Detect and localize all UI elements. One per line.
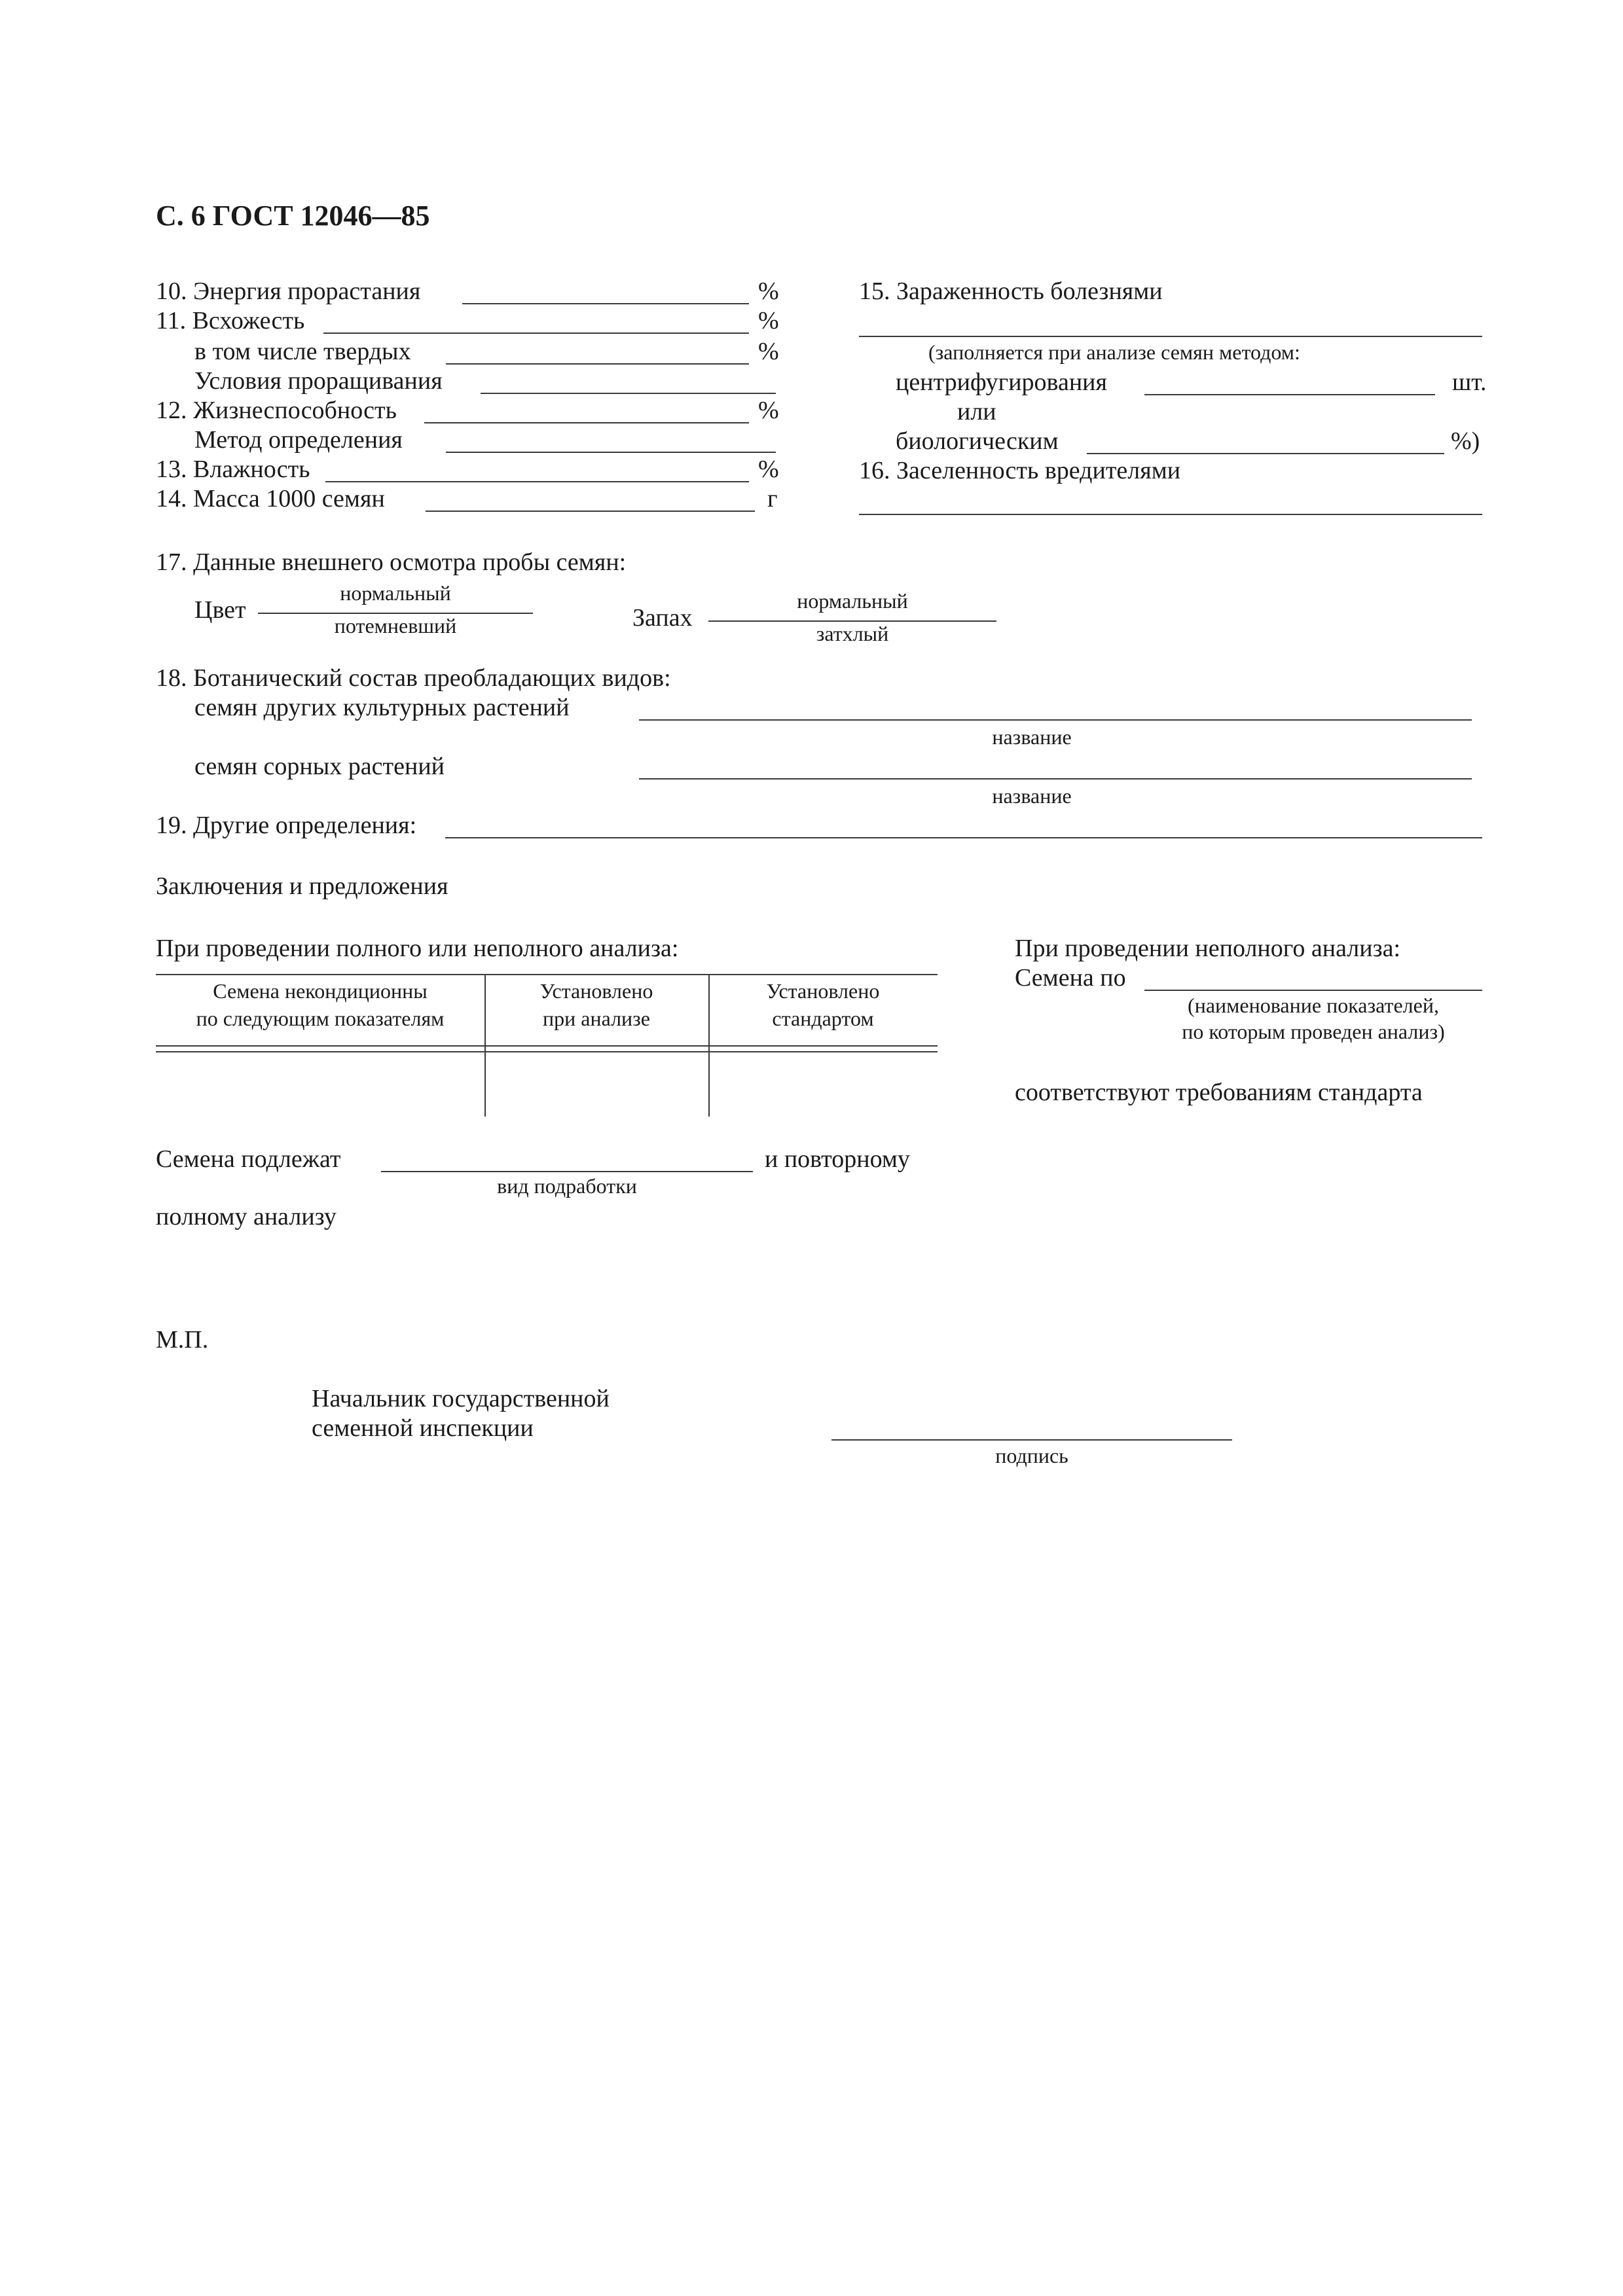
germ-energy-label: 10. Энергия прорастания — [156, 278, 421, 305]
percent-unit: % — [758, 456, 779, 483]
other-determinations-label: 19. Другие определения: — [156, 812, 417, 839]
table-intro: При проведении полного или неполного анализа: — [156, 935, 679, 962]
weed-seeds-field[interactable] — [639, 778, 1472, 780]
name-caption: название — [992, 725, 1072, 749]
repeat-analysis-label: и повторному — [765, 1145, 910, 1173]
method-field[interactable] — [446, 452, 776, 453]
color-normal-option[interactable]: нормальный — [340, 581, 451, 605]
col-header-substandard-2: по следующим показателям — [196, 1007, 445, 1030]
incomplete-intro: При проведении неполного анализа: — [1015, 935, 1401, 962]
moisture-field[interactable] — [325, 481, 749, 482]
col-header-standard-2: стандартом — [772, 1007, 874, 1030]
indicators-field[interactable] — [1144, 990, 1482, 991]
fill-note: (заполняется при анализе семян методом: — [928, 340, 1300, 364]
percent-unit: % — [758, 338, 779, 365]
disease-label: 15. Зараженность болезнями — [859, 278, 1163, 305]
viability-label: 12. Жизнеспособность — [156, 397, 397, 424]
disease-field[interactable] — [859, 336, 1482, 337]
pcs-unit: шт. — [1452, 368, 1487, 396]
pests-label: 16. Заселенность вредителями — [859, 457, 1181, 484]
signature-caption: подпись — [995, 1444, 1068, 1467]
color-darkened-option[interactable]: потемневший — [334, 614, 457, 637]
weed-seeds-label: семян сорных растений — [194, 753, 445, 780]
cultural-seeds-field[interactable] — [639, 719, 1472, 721]
col-header-analysis-1: Установлено — [539, 979, 653, 1003]
table-col-divider-1 — [484, 974, 486, 1117]
hard-seeds-label: в том числе твердых — [194, 338, 411, 365]
method-label: Метод определения — [194, 426, 403, 454]
name-caption: название — [992, 784, 1072, 808]
biological-label: биологическим — [896, 427, 1059, 455]
mass-label: 14. Масса 1000 семян — [156, 485, 385, 512]
gram-unit: г — [767, 485, 778, 512]
germ-energy-field[interactable] — [462, 303, 749, 304]
germ-conditions-label: Условия проращивания — [194, 367, 443, 395]
percent-unit: % — [758, 397, 779, 424]
stamp-label: М.П. — [156, 1326, 209, 1354]
conclusions-heading: Заключения и предложения — [156, 872, 448, 900]
inspection-heading: 17. Данные внешнего осмотра пробы семян: — [156, 548, 627, 576]
color-label: Цвет — [194, 596, 246, 624]
viability-field[interactable] — [424, 422, 749, 423]
germ-conditions-field[interactable] — [481, 393, 776, 394]
seeds-subject-label: Семена подлежат — [156, 1145, 341, 1173]
table-header-rule-1 — [156, 1045, 938, 1047]
comply-text: соответствуют требованиям стандарта — [1015, 1079, 1423, 1106]
moisture-label: 13. Влажность — [156, 456, 310, 483]
col-header-substandard-1: Семена некондиционны — [213, 979, 428, 1003]
smell-label: Запах — [632, 604, 693, 632]
indicators-caption-1: (наименование показателей, — [1188, 994, 1439, 1017]
smell-musty-option[interactable]: затхлый — [816, 622, 889, 645]
other-determinations-field[interactable] — [445, 837, 1482, 838]
col-header-analysis-2: при анализе — [543, 1007, 650, 1030]
table-header-rule-2 — [156, 1051, 938, 1052]
signature-field[interactable] — [831, 1439, 1232, 1441]
centrifuge-field[interactable] — [1144, 394, 1435, 395]
biological-field[interactable] — [1087, 453, 1444, 454]
germination-label: 11. Всхожесть — [156, 307, 305, 334]
botanical-heading: 18. Ботанический состав преобладающих видов: — [156, 664, 671, 692]
seeds-by-label: Семена по — [1015, 964, 1126, 992]
or-label: или — [957, 398, 996, 425]
col-header-standard-1: Установлено — [766, 979, 880, 1003]
percent-unit: % — [758, 278, 779, 305]
pests-field[interactable] — [859, 514, 1482, 515]
page-header: С. 6 ГОСТ 12046—85 — [156, 200, 430, 232]
processing-caption: вид подработки — [497, 1174, 637, 1198]
percent-unit: % — [758, 307, 779, 334]
centrifuge-label: центрифугирования — [896, 368, 1107, 396]
head-title-1: Начальник государственной — [312, 1385, 610, 1412]
indicators-caption-2: по которым проведен анализ) — [1182, 1020, 1445, 1043]
table-col-divider-2 — [708, 974, 710, 1117]
processing-type-field[interactable] — [381, 1171, 753, 1172]
head-title-2: семенной инспекции — [312, 1414, 534, 1442]
percent-close: %) — [1451, 427, 1480, 455]
table-top-border — [156, 974, 938, 975]
germination-field[interactable] — [323, 332, 749, 334]
full-analysis-label: полному анализу — [156, 1203, 337, 1230]
smell-normal-option[interactable]: нормальный — [797, 589, 908, 613]
hard-seeds-field[interactable] — [446, 363, 749, 365]
mass-field[interactable] — [426, 511, 755, 512]
cultural-seeds-label: семян других культурных растений — [194, 694, 570, 721]
